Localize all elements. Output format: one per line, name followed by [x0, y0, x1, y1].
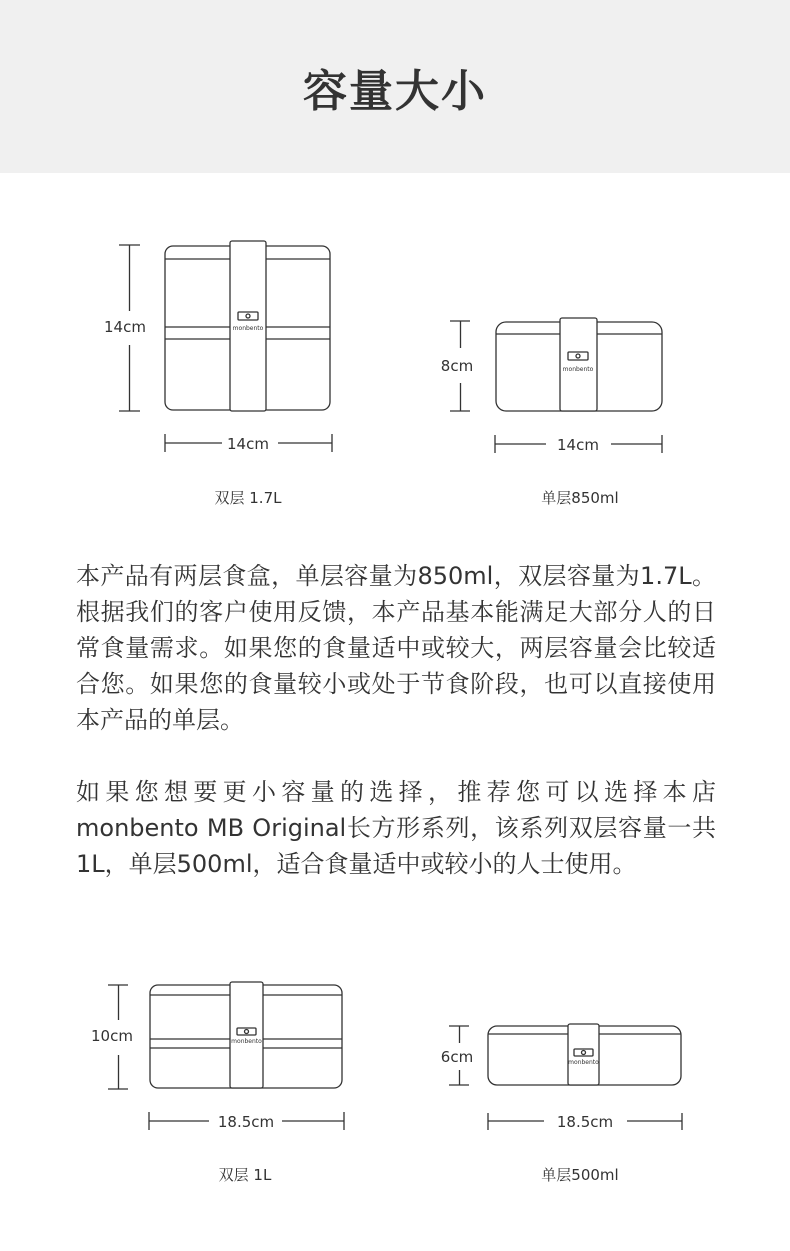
height-label: 14cm	[104, 318, 146, 336]
page-title: 容量大小	[303, 65, 487, 117]
double-layer-caption: 双层 1.7L	[214, 489, 282, 507]
logo-text: monbento	[232, 325, 264, 332]
double-layer-1700ml-diagram	[95, 235, 345, 460]
single-layer-500ml-diagram	[425, 1015, 690, 1140]
height-label: 10cm	[91, 1027, 133, 1045]
page-header	[0, 0, 790, 173]
single-layer-500ml-caption: 单层500ml	[541, 1166, 619, 1184]
smaller-option-paragraph: 如果您想要更小容量的选择，推荐您可以选择本店monbento MB Original长方形系列，该系列双层容量一共1L，单层500ml，适合食量适中或较小的人士使用。	[76, 778, 716, 878]
width-label: 18.5cm	[217, 1113, 275, 1131]
height-label: 6cm	[440, 1048, 474, 1066]
logo-text: monbento	[562, 366, 594, 373]
single-layer-850ml-diagram	[430, 310, 680, 460]
logo-text: monbento	[568, 1059, 599, 1066]
width-label: 14cm	[227, 435, 269, 453]
single-layer-caption: 单层850ml	[541, 489, 619, 507]
double-layer-1l-caption: 双层 1L	[218, 1166, 272, 1184]
width-label: 14cm	[557, 436, 599, 454]
height-label: 8cm	[440, 357, 474, 375]
width-label: 18.5cm	[556, 1113, 614, 1131]
double-layer-1l-diagram	[85, 975, 355, 1140]
logo-text: monbento	[231, 1038, 262, 1045]
capacity-description-paragraph: 本产品有两层食盒，单层容量为850ml，双层容量为1.7L。根据我们的客户使用反馈，本产品基本能满足大部分人的日常食量需求。如果您的食量适中或较大，两层容量会比较适合您。如果您的食量较小或处于节食阶段，也可以直接使用本产品的单层。	[76, 562, 716, 734]
